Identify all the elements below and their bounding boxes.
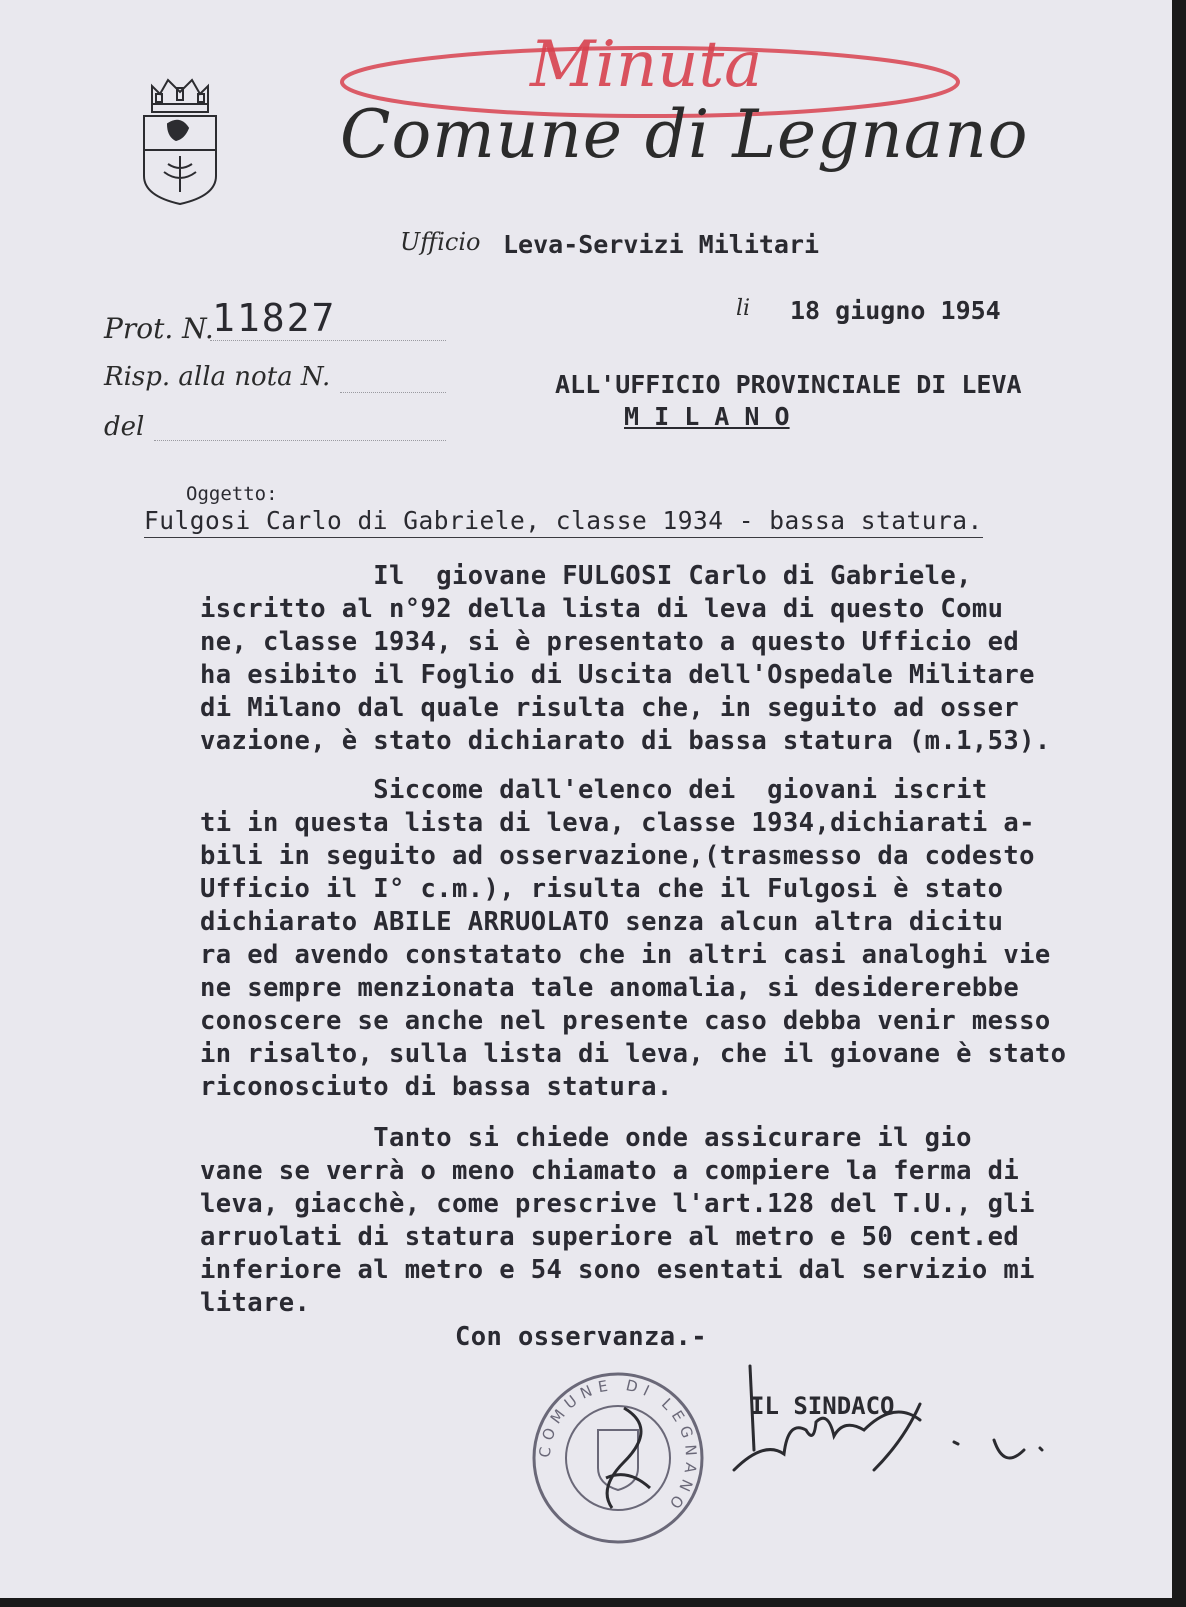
subject-label: Oggetto: [186, 483, 278, 505]
body-line: Siccome dall'elenco dei giovani iscrit [200, 775, 988, 805]
seal-text: COMUNE DI LEGNANO [535, 1375, 701, 1517]
coat-of-arms-icon [138, 72, 222, 208]
minuta-stamp-text: Minuta [530, 28, 763, 102]
body-line: ti in questa lista di leva, classe 1934,dichiarati a- [200, 808, 1035, 838]
official-seal [528, 1368, 708, 1548]
risp-label: Risp. alla nota N. [104, 362, 331, 392]
body-line: vane se verrà o meno chiamato a compiere la ferma di [200, 1156, 1020, 1186]
body-line: Tanto si chiede onde assicurare il gio [200, 1123, 972, 1153]
body-line: Ufficio il I° c.m.), risulta che il Fulgosi è stato [200, 874, 1004, 904]
date-value: 18 giugno 1954 [790, 296, 1001, 325]
subject-text: Fulgosi Carlo di Gabriele, classe 1934 - bassa statura. [144, 506, 983, 538]
body-line: vazione, è stato dichiarato di bassa statura (m.1,53). [200, 726, 1051, 756]
body-line: bili in seguito ad osservazione,(trasmesso da codesto [200, 841, 1035, 871]
del-label: del [104, 412, 145, 442]
body-line: leva, giacchè, come prescrive l'art.128 del T.U., gli [200, 1189, 1035, 1219]
body-line: ha esibito il Foglio di Uscita dell'Ospedale Militare [200, 660, 1035, 690]
body-line: riconosciuto di bassa statura. [200, 1072, 673, 1102]
body-line: dichiarato ABILE ARRUOLATO senza alcun altra dicitu [200, 907, 1004, 937]
prot-line [210, 340, 446, 341]
del-line [154, 440, 446, 441]
body-line: di Milano dal quale risulta che, in seguito ad osser [200, 693, 1020, 723]
prot-number: 11827 [212, 296, 337, 340]
closing-text: Con osservanza.- [455, 1322, 708, 1352]
body-line: in risalto, sulla lista di leva, che il giovane è stato [200, 1039, 1067, 1069]
body-line: inferiore al metro e 54 sono esentati dal servizio mi [200, 1255, 1035, 1285]
date-prefix: li [736, 296, 751, 321]
body-line: iscritto al n°92 della lista di leva di questo Comu [200, 594, 1004, 624]
handwritten-signature [724, 1360, 1064, 1490]
body-line: ne sempre menzionata tale anomalia, si desidererebbe [200, 973, 1020, 1003]
body-line: ra ed avendo constatato che in altri casi analoghi vie [200, 940, 1051, 970]
recipient-line-1: ALL'UFFICIO PROVINCIALE DI LEVA [555, 370, 1022, 399]
body-line: ne, classe 1934, si è presentato a questo Ufficio ed [200, 627, 1020, 657]
signer-title: IL SINDACO [750, 1392, 895, 1420]
body-line: Il giovane FULGOSI Carlo di Gabriele, [200, 561, 972, 591]
body-line: conoscere se anche nel presente caso debba venir messo [200, 1006, 1051, 1036]
ufficio-name: Leva-Servizi Militari [503, 230, 820, 259]
prot-label: Prot. N. [104, 312, 214, 345]
ufficio-label: Ufficio [400, 228, 481, 256]
comune-title: Comune di Legnano [340, 96, 1029, 173]
body-line: litare. [200, 1288, 311, 1318]
recipient-line-2: M I L A N O [624, 402, 790, 431]
risp-line [340, 392, 446, 393]
body-line: arruolati di statura superiore al metro e 50 cent.ed [200, 1222, 1020, 1252]
